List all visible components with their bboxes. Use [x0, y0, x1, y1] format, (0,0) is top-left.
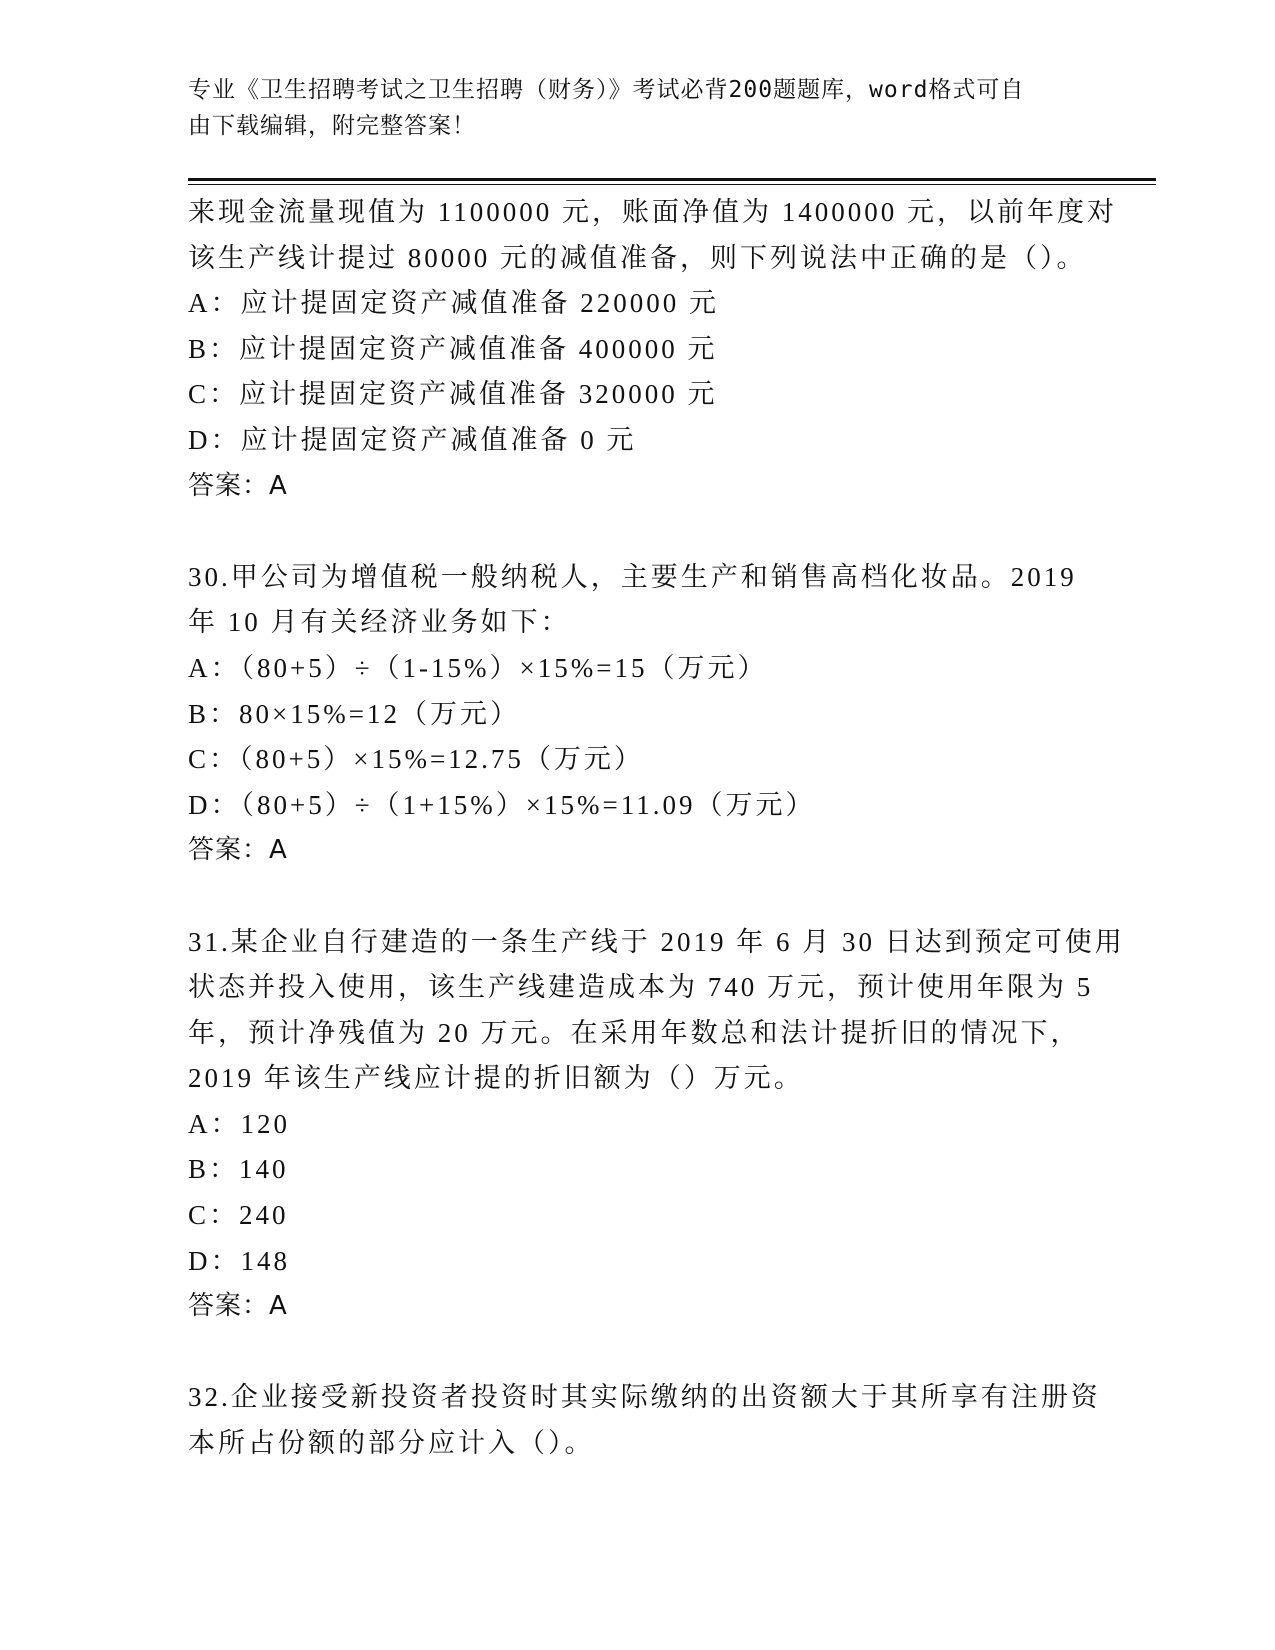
question-31-option-d: D：148: [188, 1245, 290, 1276]
question-32-text-line: 32.企业接受新投资者投资时其实际缴纳的出资额大于其所享有注册资: [188, 1382, 1101, 1413]
document-header: [188, 72, 1088, 144]
question-31-answer: 答案：A: [188, 1291, 288, 1322]
question-29-option-a: A：应计提固定资产减值准备 220000 元: [188, 288, 719, 319]
question-29-answer: 答案：A: [188, 470, 288, 501]
header-divider: [188, 178, 1156, 181]
spacer: [188, 1330, 1088, 1376]
question-32-text-line: 本所占份额的部分应计入（）。: [188, 1428, 595, 1459]
question-29-option-d: D：应计提固定资产减值准备 0 元: [188, 424, 637, 455]
question-30-text-line: 年 10 月有关经济业务如下：: [188, 607, 571, 638]
question-30-option-b: B：80×15%=12（万元）: [188, 698, 520, 729]
question-29-option-b: B：应计提固定资产减值准备 400000 元: [188, 333, 718, 364]
question-31-text-line: 31.某企业自行建造的一条生产线于 2019 年 6 月 30 日达到预定可使用: [188, 926, 1125, 957]
question-31-option-b: B：140: [188, 1154, 289, 1185]
question-31-text-line: 状态并投入使用，该生产线建造成本为 740 万元，预计使用年限为 5: [188, 972, 1094, 1003]
question-30-text-line: 30.甲公司为增值税一般纳税人，主要生产和销售高档化妆品。2019: [188, 561, 1077, 592]
question-30-option-a: A：（80+5）÷（1-15%）×15%=15（万元）: [188, 652, 768, 683]
question-31-option-c: C：240: [188, 1200, 289, 1231]
question-30-answer: 答案：A: [188, 835, 288, 866]
document-body: [188, 190, 1125, 1467]
question-29-text-line: 该生产线计提过 80000 元的减值准备，则下列说法中正确的是（）。: [188, 242, 1087, 273]
header-title-line-1: 专业《卫生招聘考试之卫生招聘（财务）》考试必背200题题库，word格式可自: [188, 77, 1025, 103]
question-30-option-c: C：（80+5）×15%=12.75（万元）: [188, 744, 644, 775]
question-31-text-line: 2019 年该生产线应计提的折旧额为（）万元。: [188, 1063, 804, 1094]
header-divider-thin: [188, 184, 1156, 185]
header-title-line-2: 由下载编辑，附完整答案！: [188, 113, 476, 139]
question-29-option-c: C：应计提固定资产减值准备 320000 元: [188, 379, 718, 410]
question-31-text-line: 年，预计净残值为 20 万元。在采用年数总和法计提折旧的情况下，: [188, 1017, 1081, 1048]
spacer: [188, 874, 1088, 920]
spacer: [188, 509, 1088, 555]
question-30-option-d: D：（80+5）÷（1+15%）×15%=11.09（万元）: [188, 789, 816, 820]
question-29-text-line: 来现金流量现值为 1100000 元，账面净值为 1400000 元，以前年度对: [188, 197, 1117, 227]
question-31-option-a: A：120: [188, 1108, 290, 1139]
